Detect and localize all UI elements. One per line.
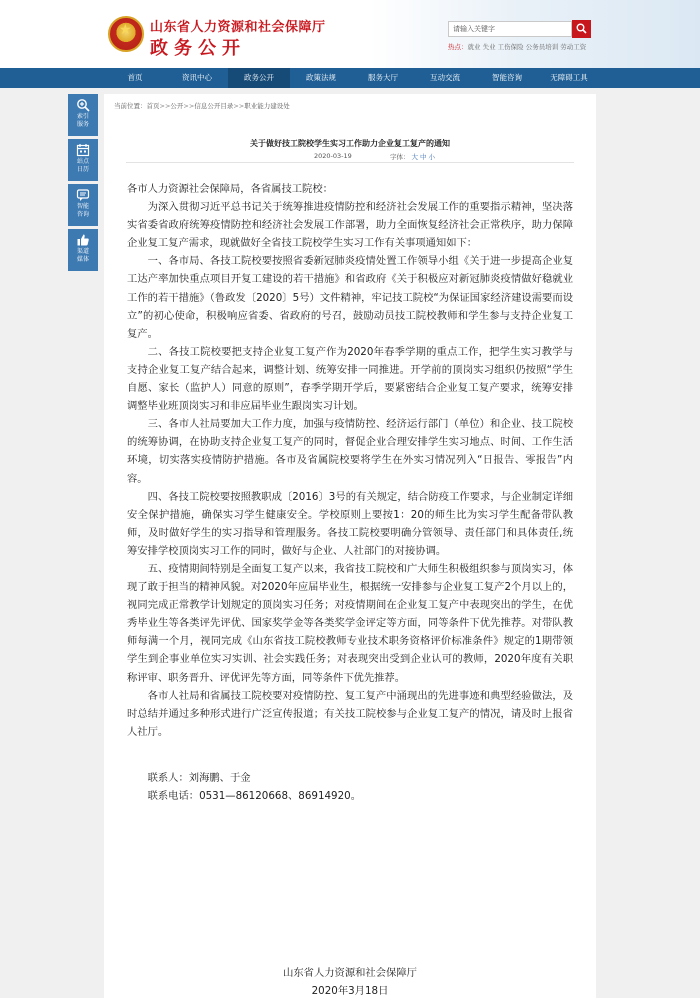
zoom-in-icon <box>68 98 98 112</box>
article-panel <box>104 94 596 998</box>
hot-label: 热点： <box>448 43 468 51</box>
paragraph: 五、疫情期间特别是全面复工复产以来，我省技工院校和广大师生积极组织参与顶岗实习，体现了敢于担当的精神风貌。对2020年应届毕业生，根据统一安排参与企业复工复产2个月以上的，视同完成正常教学计划规定的顶岗实习任务；对疫情期间在企业复工复产中表现突出的学生，在优秀毕业生等各类评先评优、国家奖学金等各类奖学金评定等方面，同等条件下优先推荐。对带队教师每满一个月，视同完成《山东省技工院校教师专业技术职务资格评价标准条件》规定的1期带领学生到企事业单位实习实训、社会实践任务；对表现突出受到企业认可的教师，2020年度有关职称评审、职务晋升、评优评先等方面，同等条件下优先推荐。 <box>127 562 573 684</box>
nav-item[interactable]: 政务公开 <box>228 68 290 88</box>
site-section-title: 政务公开 <box>150 38 246 59</box>
font-size-small[interactable]: 小 <box>428 153 435 161</box>
font-size-large[interactable]: 大 <box>411 153 418 161</box>
publish-date: 2020-03-19 <box>314 152 352 160</box>
float-item-thumbs-up[interactable] <box>68 229 98 271</box>
breadcrumb-link[interactable]: 首页 <box>146 102 160 110</box>
article-title: 关于做好技工院校学生实习工作助力企业复工复产的通知 <box>250 139 450 148</box>
font-size-label: 字体： <box>390 153 410 161</box>
float-item-zoom-in[interactable] <box>68 94 98 136</box>
font-size-medium[interactable]: 中 <box>420 153 427 161</box>
thumbs-up-icon <box>68 233 98 247</box>
nav-item[interactable]: 政策法规 <box>306 73 336 82</box>
breadcrumb-separator: >> <box>183 102 195 110</box>
chat-icon <box>68 188 98 202</box>
floating-sidebar <box>68 94 98 274</box>
breadcrumb-link[interactable]: 公开 <box>170 102 184 110</box>
paragraph: 二、各技工院校要把支持企业复工复产作为2020年春季学期的重点工作，把学生实习教学与支持企业复工复产结合起来，调整计划、统筹安排一同推进。开学前的顶岗实习组织仍按照“学生自愿、家长（监护人）同意的原则”，春季学期开学后，要紧密结合企业复工复产要求，统筹安排调整毕业班顶岗实习和非应届毕业生跟岗实习计划。 <box>127 345 573 413</box>
spacer <box>127 741 573 769</box>
contact-person: 联系人：刘海鹏、于金 <box>147 771 251 784</box>
article-body <box>127 180 573 805</box>
hot-words[interactable]: 就业 失业 工伤保险 公务员培训 劳动工资 <box>467 43 587 51</box>
contact-phone: 联系电话：0531—86120668、86914920。 <box>147 790 361 802</box>
site-name[interactable]: 山东省人力资源和社会保障厅 <box>150 20 326 35</box>
nav-item[interactable]: 服务大厅 <box>368 73 398 82</box>
site-header <box>0 0 700 68</box>
search-icon <box>576 23 587 34</box>
search-button[interactable] <box>572 20 591 38</box>
float-item-label: 站点 <box>76 158 89 165</box>
search-input[interactable]: 请输入关键字 <box>448 21 572 37</box>
float-item-label: 服务 <box>76 121 89 128</box>
breadcrumb-separator: >> <box>159 102 171 110</box>
salutation: 各市人力资源社会保障局，各省属技工院校： <box>127 183 333 195</box>
float-item-calendar[interactable] <box>68 139 98 181</box>
float-item-label: 日历 <box>76 166 89 173</box>
nav-item[interactable]: 互动交流 <box>430 73 460 82</box>
article-meta <box>126 152 574 163</box>
float-item-label: 渠道 <box>76 248 89 255</box>
calendar-icon <box>68 143 98 157</box>
sign-date: 2020年3月18日 <box>311 985 389 997</box>
float-item-chat[interactable] <box>68 184 98 226</box>
breadcrumb-link[interactable]: 职业能力建设处 <box>244 102 290 110</box>
sign-organization: 山东省人力资源和社会保障厅 <box>283 967 417 979</box>
main-nav <box>0 68 700 88</box>
paragraph: 各市人社局和省属技工院校要对疫情防控、复工复产中涌现出的先进事迹和典型经验做法，及时总结并通过多种形式进行广泛宣传报道；有关技工院校参与企业复工复产的情况，请及时上报省人社厅。 <box>127 689 573 738</box>
nav-item[interactable]: 资讯中心 <box>182 73 212 82</box>
nav-item[interactable]: 无障碍工具 <box>550 73 588 82</box>
hot-keywords <box>448 42 586 51</box>
breadcrumb <box>114 101 290 110</box>
paragraph: 四、各技工院校要按照教职成〔2016〕3号的有关规定，结合防疫工作要求，与企业制定详细安全保护措施，确保实习学生健康安全。学校原则上要按1：20的师生比为实习学生配备带队教师，及时做好学生的实习指导和管理服务。各技工院校要明确分管领导、责任部门和具体责任,统筹安排学校顶岗实习工作的同时，做好与企业、人社部门的对接协调。 <box>127 490 573 557</box>
national-emblem-logo[interactable]: ★ <box>108 16 144 52</box>
paragraph: 一、各市局、各技工院校要按照省委新冠肺炎疫情处置工作领导小组《关于进一步提高企业复工达产率加快重点项目开复工建设的若干措施》和省政府《关于积极应对新冠肺炎疫情做好稳就业工作的若干措施》（鲁政发〔2020〕5号）文件精神，牢记技工院校“为保证国家经济建设需要而设立”的初心使命，积极响应省委、省政府的号召，鼓励动员技工院校教师和学生参与支持企业复工复产。 <box>127 255 573 340</box>
nav-item[interactable]: 首页 <box>127 73 143 82</box>
breadcrumb-separator: >> <box>233 102 245 110</box>
paragraph: 三、各市人社局要加大工作力度，加强与疫情防控、经济运行部门（单位）和企业、技工院校的统筹协调，在协助支持企业复工复产的同时，督促企业合理安排学生实习地点、时间、工作生活环境，切实落实疫情防护措施。各市及省属院校要将学生在外实习情况列入“日报告、零报告”内容。 <box>127 418 573 485</box>
nav-items <box>104 68 600 88</box>
breadcrumb-link[interactable]: 信息公开目录 <box>194 102 234 110</box>
float-item-label: 媒体 <box>76 256 89 263</box>
float-item-label: 索引 <box>76 113 89 120</box>
paragraph: 为深入贯彻习近平总书记关于统筹推进疫情防控和经济社会发展工作的重要指示精神，坚决落实省委省政府统筹疫情防控和经济社会发展工作部署，助力全面恢复经济社会正常秩序，助力保障企业复工复产需求，现就做好全省技工院校学生实习工作有关事项通知如下： <box>127 201 573 250</box>
font-size-switcher <box>390 152 435 161</box>
float-item-label: 咨询 <box>76 211 89 218</box>
breadcrumb-prefix: 当前位置： <box>114 102 147 110</box>
nav-item[interactable]: 智能咨询 <box>492 73 522 82</box>
float-item-label: 智能 <box>76 203 89 210</box>
